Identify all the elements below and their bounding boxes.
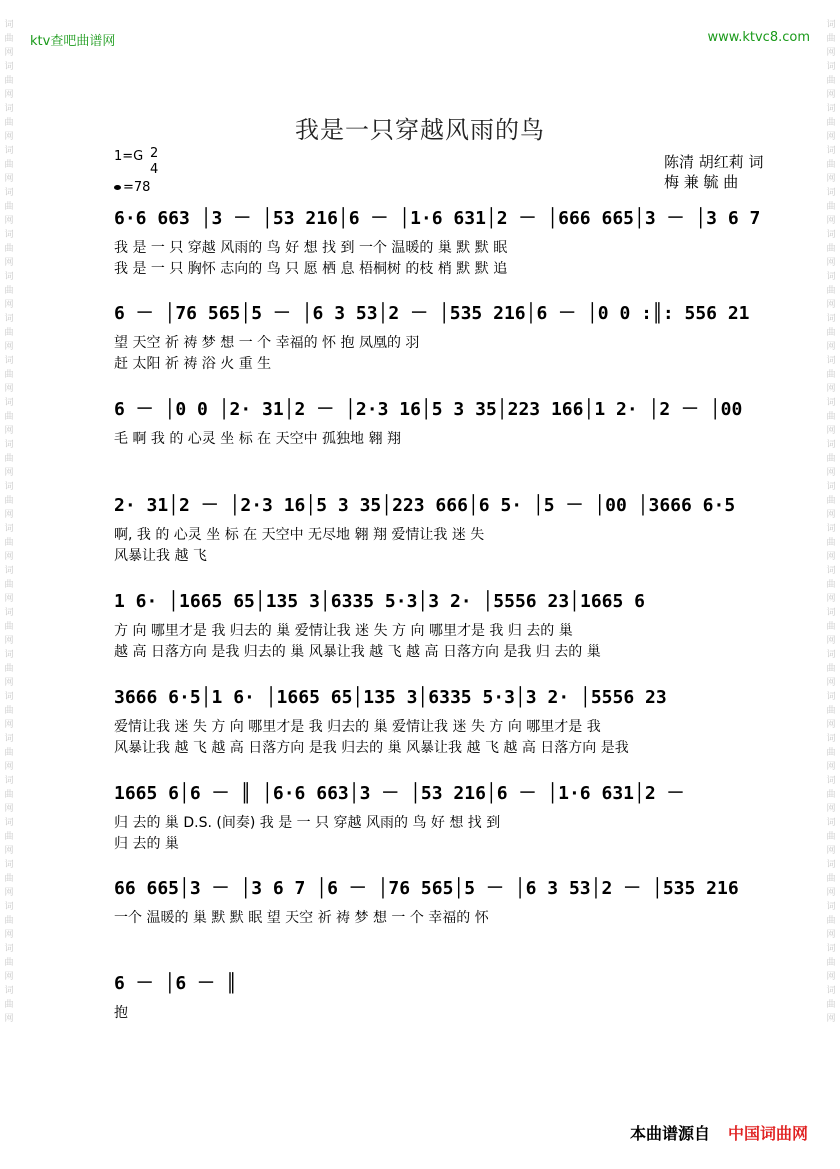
- notation-row: 6 － │76 565│5 － │6 3 53│2 － │535 216│6 － │0 0 :║: 556 21: [114, 303, 750, 324]
- lyrics-verse-2: 我 是 一 只 胸怀 志向的 鸟 只 愿 栖 息 梧桐树 的枝 梢 默 默 追: [114, 261, 508, 277]
- lyrics-verse-1: 毛 啊 我 的 心灵 坐 标 在 天空中 孤独地 翱 翔: [114, 431, 401, 447]
- lyrics-verse-1: 归 去的 巢 D.S. (间奏) 我 是 一 只 穿越 风雨的 鸟 好 想 找 到: [114, 815, 501, 831]
- lyrics-verse-1: 啊, 我 的 心灵 坐 标 在 天空中 无尽地 翱 翔 爱情让我 迷 失: [114, 527, 485, 543]
- time-bottom: 4: [150, 162, 159, 177]
- lyrics-verse-1: 我 是 一 只 穿越 风雨的 鸟 好 想 找 到 一个 温暖的 巢 默 默 眠: [114, 240, 508, 256]
- lyrics-verse-2: 归 去的 巢: [114, 836, 179, 852]
- notation-row: 6·6 663 │3 － │53 216│6 － │1·6 631│2 － │666 665│3 － │3 6 7: [114, 208, 761, 229]
- lyrics-verse-2: 风暴让我 越 飞 越 高 日落方向 是我 归去的 巢 风暴让我 越 飞 越 高 日落方向 是我: [114, 740, 629, 756]
- time-signature: [150, 146, 158, 178]
- source-site-link[interactable]: 中国词曲网: [727, 1124, 808, 1143]
- lyrics-verse-1: 一个 温暖的 巢 默 默 眠 望 天空 祈 祷 梦 想 一 个 幸福的 怀: [114, 910, 489, 926]
- notation-row: 3666 6·5│1 6· │1665 65│135 3│6335 5·3│3 2· │5556 23: [114, 687, 667, 708]
- key-tonic: 1=G: [114, 149, 144, 164]
- lyricist-credit: 陈清 胡红莉 词: [664, 153, 764, 171]
- notation-row: 6 － │6 － ║: [114, 973, 237, 994]
- footer-source: [630, 1121, 808, 1144]
- notation-row: 2· 31│2 － │2·3 16│5 3 35│223 666│6 5· │5 － │00 │3666 6·5: [114, 495, 736, 516]
- notation-row: 1665 6│6 － ║ │6·6 663│3 － │53 216│6 － │1·6 631│2 －: [114, 783, 685, 804]
- side-watermark-left: 词曲网词曲网词曲网词曲网词曲网词曲网词曲网词曲网词曲网词曲网词曲网词曲网词曲网词曲网词曲网词曲网词曲网词曲网词曲网词曲网词曲网词曲网词曲网词曲网: [4, 20, 14, 1024]
- notation-row: 66 665│3 － │3 6 7 │6 － │76 565│5 － │6 3 53│2 － │535 216: [114, 878, 739, 899]
- notation-row: 1 6· │1665 65│135 3│6335 5·3│3 2· │5556 23│1665 6: [114, 591, 646, 612]
- tempo-marking: [114, 180, 150, 195]
- quarter-note-icon: [114, 185, 121, 190]
- composer-credit: 梅 兼 毓 曲: [664, 173, 739, 191]
- site-name-left[interactable]: ktv查吧曲谱网: [30, 34, 116, 49]
- source-label: 本曲谱源自: [629, 1124, 710, 1143]
- lyrics-verse-1: 望 天空 祈 祷 梦 想 一 个 幸福的 怀 抱 凤凰的 羽: [114, 335, 420, 351]
- side-watermark-right: 词曲网词曲网词曲网词曲网词曲网词曲网词曲网词曲网词曲网词曲网词曲网词曲网词曲网词曲网词曲网词曲网词曲网词曲网词曲网词曲网词曲网词曲网词曲网词曲网: [826, 20, 836, 1024]
- time-top: 2: [150, 146, 159, 161]
- lyrics-verse-2: 风暴让我 越 飞: [114, 548, 207, 564]
- lyrics-verse-2: 越 高 日落方向 是我 归去的 巢 风暴让我 越 飞 越 高 日落方向 是我 归 去的 巢: [114, 644, 601, 660]
- notation-row: 6 － │0 0 │2· 31│2 － │2·3 16│5 3 35│223 166│1 2· │2 － │00: [114, 399, 743, 420]
- tempo-value: =78: [123, 180, 151, 195]
- key-signature: [114, 146, 159, 177]
- lyrics-verse-1: 爱情让我 迷 失 方 向 哪里才是 我 归去的 巢 爱情让我 迷 失 方 向 哪里才是 我: [114, 719, 601, 735]
- lyrics-verse-2: 赶 太阳 祈 祷 浴 火 重 生: [114, 356, 272, 372]
- site-url-right[interactable]: www.ktvc8.com: [707, 30, 810, 45]
- lyrics-verse-1: 方 向 哪里才是 我 归去的 巢 爱情让我 迷 失 方 向 哪里才是 我 归 去的 巢: [114, 623, 573, 639]
- credits: [664, 152, 764, 192]
- song-title: 我是一只穿越风雨的鸟: [295, 116, 545, 144]
- lyrics-verse-1: 抱: [114, 1005, 128, 1021]
